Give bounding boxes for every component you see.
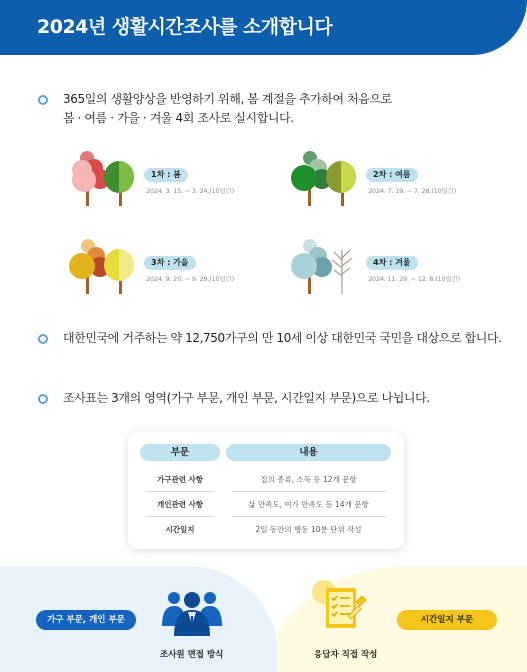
bullet-2-text: 대한민국에 거주하는 약 12,750가구의 만 10세 이상 대한민국 국민을 대상으로 합니다. xyxy=(63,331,502,345)
interview-method-caption: 조사원 면접 방식 xyxy=(160,650,224,660)
season-dates: 2024. 11. 29. ~ 12. 8.(10일간) xyxy=(368,275,460,283)
spring-trees-icon xyxy=(66,148,146,208)
table-row-content: 삶 만족도, 여가 만족도 등 14개 문항 xyxy=(248,500,369,509)
table-row-category: 가구관련 사항 xyxy=(156,475,204,484)
title-banner xyxy=(0,0,527,55)
bullet-1-line-2: 봄 · 여름 · 가을 · 겨울 4회 조사로 실시합니다. xyxy=(63,111,294,125)
survey-sections-table xyxy=(128,432,404,549)
winter-trees-icon xyxy=(288,236,368,296)
summer-trees-icon xyxy=(288,148,368,208)
table-header-section: 부문 xyxy=(140,444,220,461)
row-divider xyxy=(232,491,387,492)
season-dates: 2024. 3. 15. ~ 3. 24.(10일간) xyxy=(146,187,234,195)
interviewer-group-icon xyxy=(160,588,224,638)
table-header-content: 내용 xyxy=(226,444,391,461)
season-badge: 1차 : 봄 xyxy=(144,168,188,182)
bullet-circle-icon xyxy=(38,394,48,404)
bullet-3-text: 조사표는 3개의 영역(가구 부문, 개인 부문, 시간일지 부문)으로 나뉩니다. xyxy=(63,391,430,405)
row-divider xyxy=(146,516,214,517)
household-personal-pill: 가구 부문, 개인 부문 xyxy=(36,610,136,630)
time-diary-pill: 시간일지 부문 xyxy=(397,610,497,630)
season-badge: 2차 : 여름 xyxy=(366,168,418,182)
season-badge: 4차 : 겨울 xyxy=(366,256,418,270)
season-spring xyxy=(66,148,266,208)
table-row-category: 개인관련 사항 xyxy=(156,500,204,509)
table-row-content: 2일 동안의 행동 10분 단위 작성 xyxy=(255,525,362,534)
season-winter xyxy=(288,236,488,296)
page-title: 2024년 생활시간조사를 소개합니다 xyxy=(37,16,333,38)
season-badge: 3차 : 가을 xyxy=(144,256,196,270)
self-report-caption: 응답자 직접 작성 xyxy=(314,650,378,660)
season-dates: 2024. 7. 19. ~ 7. 28.(10일간) xyxy=(368,187,456,195)
bullet-circle-icon xyxy=(38,95,48,105)
row-divider xyxy=(232,516,387,517)
bullet-1-line-1: 365일의 생활양상을 반영하기 위해, 봄 계절을 추가하여 처음으로 xyxy=(63,92,392,106)
autumn-trees-icon xyxy=(66,236,146,296)
season-dates: 2024. 9. 20. ~ 9. 29.(10일간) xyxy=(146,275,234,283)
table-row-category: 시간일지 xyxy=(165,525,195,534)
bullet-circle-icon xyxy=(38,334,48,344)
season-autumn xyxy=(66,236,266,296)
checklist-pen-icon xyxy=(312,578,372,634)
season-summer xyxy=(288,148,488,208)
table-row-content: 집의 종류, 소득 등 12개 문항 xyxy=(260,475,357,484)
row-divider xyxy=(146,491,214,492)
